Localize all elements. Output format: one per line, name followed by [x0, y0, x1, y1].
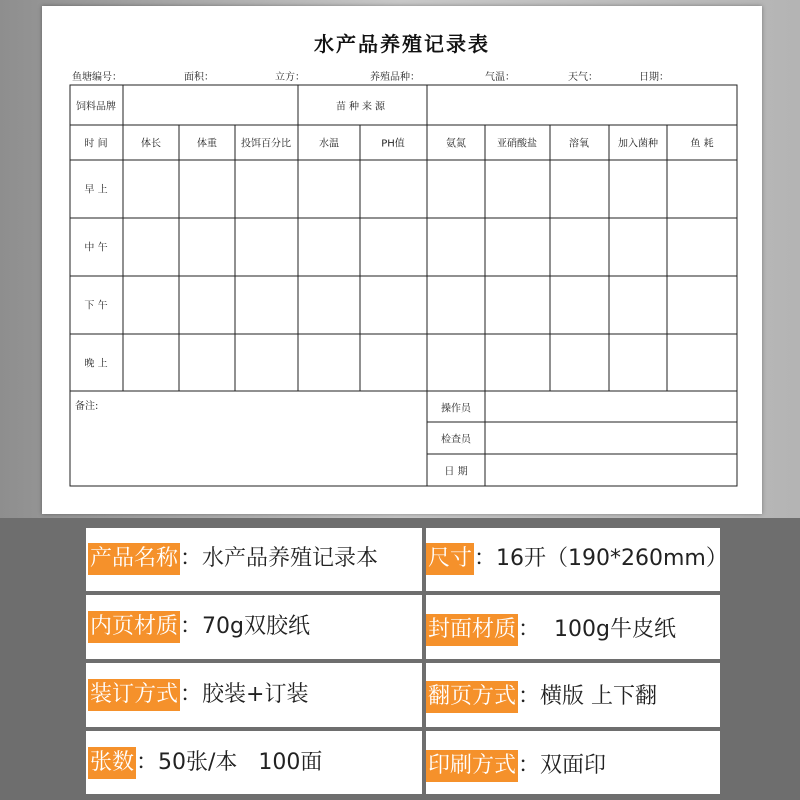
feed-brand-label: 饲料品牌 [76, 101, 116, 113]
spec-binding-value: ：胶装+订装 [180, 682, 309, 707]
col-body-weight: 体重 [197, 138, 217, 150]
col-ammonia: 氨氮 [446, 138, 466, 150]
row-morning: 早 上 [84, 184, 108, 196]
row-noon: 中 午 [84, 242, 108, 254]
col-body-length: 体长 [141, 138, 161, 150]
spec-inner-material-value: ：70g双胶纸 [180, 614, 310, 639]
record-form-sheet [42, 6, 762, 514]
row-evening: 晚 上 [84, 358, 108, 370]
spec-printing-value: ：双面印 [518, 753, 607, 778]
spec-sheets-value: ：50张/本 100面 [136, 750, 323, 775]
col-add-bacteria: 加入菌种 [618, 138, 658, 150]
info-weather: 天气： [568, 72, 598, 83]
seed-source-label: 苗种来源 [336, 101, 388, 113]
col-fish-loss: 鱼 耗 [690, 138, 714, 150]
signoff-operator: 操作员 [441, 403, 471, 415]
spec-panel [86, 528, 728, 794]
info-air-temp: 气温： [485, 72, 515, 83]
spec-divider-3 [86, 727, 720, 731]
spec-printing-label: 印刷方式 [426, 750, 518, 782]
spec-divider-1 [86, 591, 720, 595]
col-nitrite: 亚硝酸盐 [497, 138, 537, 150]
spec-section [0, 518, 800, 800]
spec-product-name-value: ：水产品养殖记录本 [180, 546, 379, 571]
col-dissolved-oxygen: 溶氧 [569, 138, 589, 150]
spec-flip [426, 681, 657, 713]
spec-sheets-label: 张数 [88, 747, 136, 779]
signoff-inspector: 检查员 [441, 434, 471, 446]
spec-inner-material [88, 611, 310, 643]
col-water-temp: 水温 [319, 138, 339, 150]
spec-size-label: 尺寸 [426, 543, 474, 575]
spec-product-name-label: 产品名称 [88, 543, 180, 575]
spec-flip-value: ：横版 上下翻 [518, 684, 658, 709]
form-grid [42, 6, 762, 514]
col-time: 时 间 [84, 138, 108, 150]
info-pond-number: 鱼塘编号： [72, 72, 122, 83]
spec-size [426, 543, 728, 575]
spec-divider-2 [86, 659, 720, 663]
spec-flip-label: 翻页方式 [426, 681, 518, 713]
spec-product-name [88, 543, 378, 575]
spec-cover-material-label: 封面材质 [426, 614, 518, 646]
spec-cover-material-value: ： 100g牛皮纸 [518, 617, 676, 642]
col-feed-percent: 投饵百分比 [241, 138, 291, 150]
spec-binding [88, 679, 308, 711]
spec-cover-material [426, 614, 676, 646]
col-ph: PH值 [381, 138, 405, 150]
row-afternoon: 下 午 [84, 300, 108, 312]
info-volume: 立方： [275, 72, 305, 83]
form-title: 水产品养殖记录表 [314, 32, 490, 56]
info-species: 养殖品种： [370, 72, 420, 83]
spec-inner-material-label: 内页材质 [88, 611, 180, 643]
info-date: 日期： [639, 72, 669, 83]
spec-binding-label: 装订方式 [88, 679, 180, 711]
spec-size-value: ：16开（190*260mm） [474, 546, 728, 571]
spec-sheets [88, 747, 322, 779]
remark-label: 备注: [75, 401, 99, 412]
signoff-date: 日 期 [444, 466, 468, 478]
info-area: 面积： [184, 72, 214, 83]
spec-printing [426, 750, 606, 782]
